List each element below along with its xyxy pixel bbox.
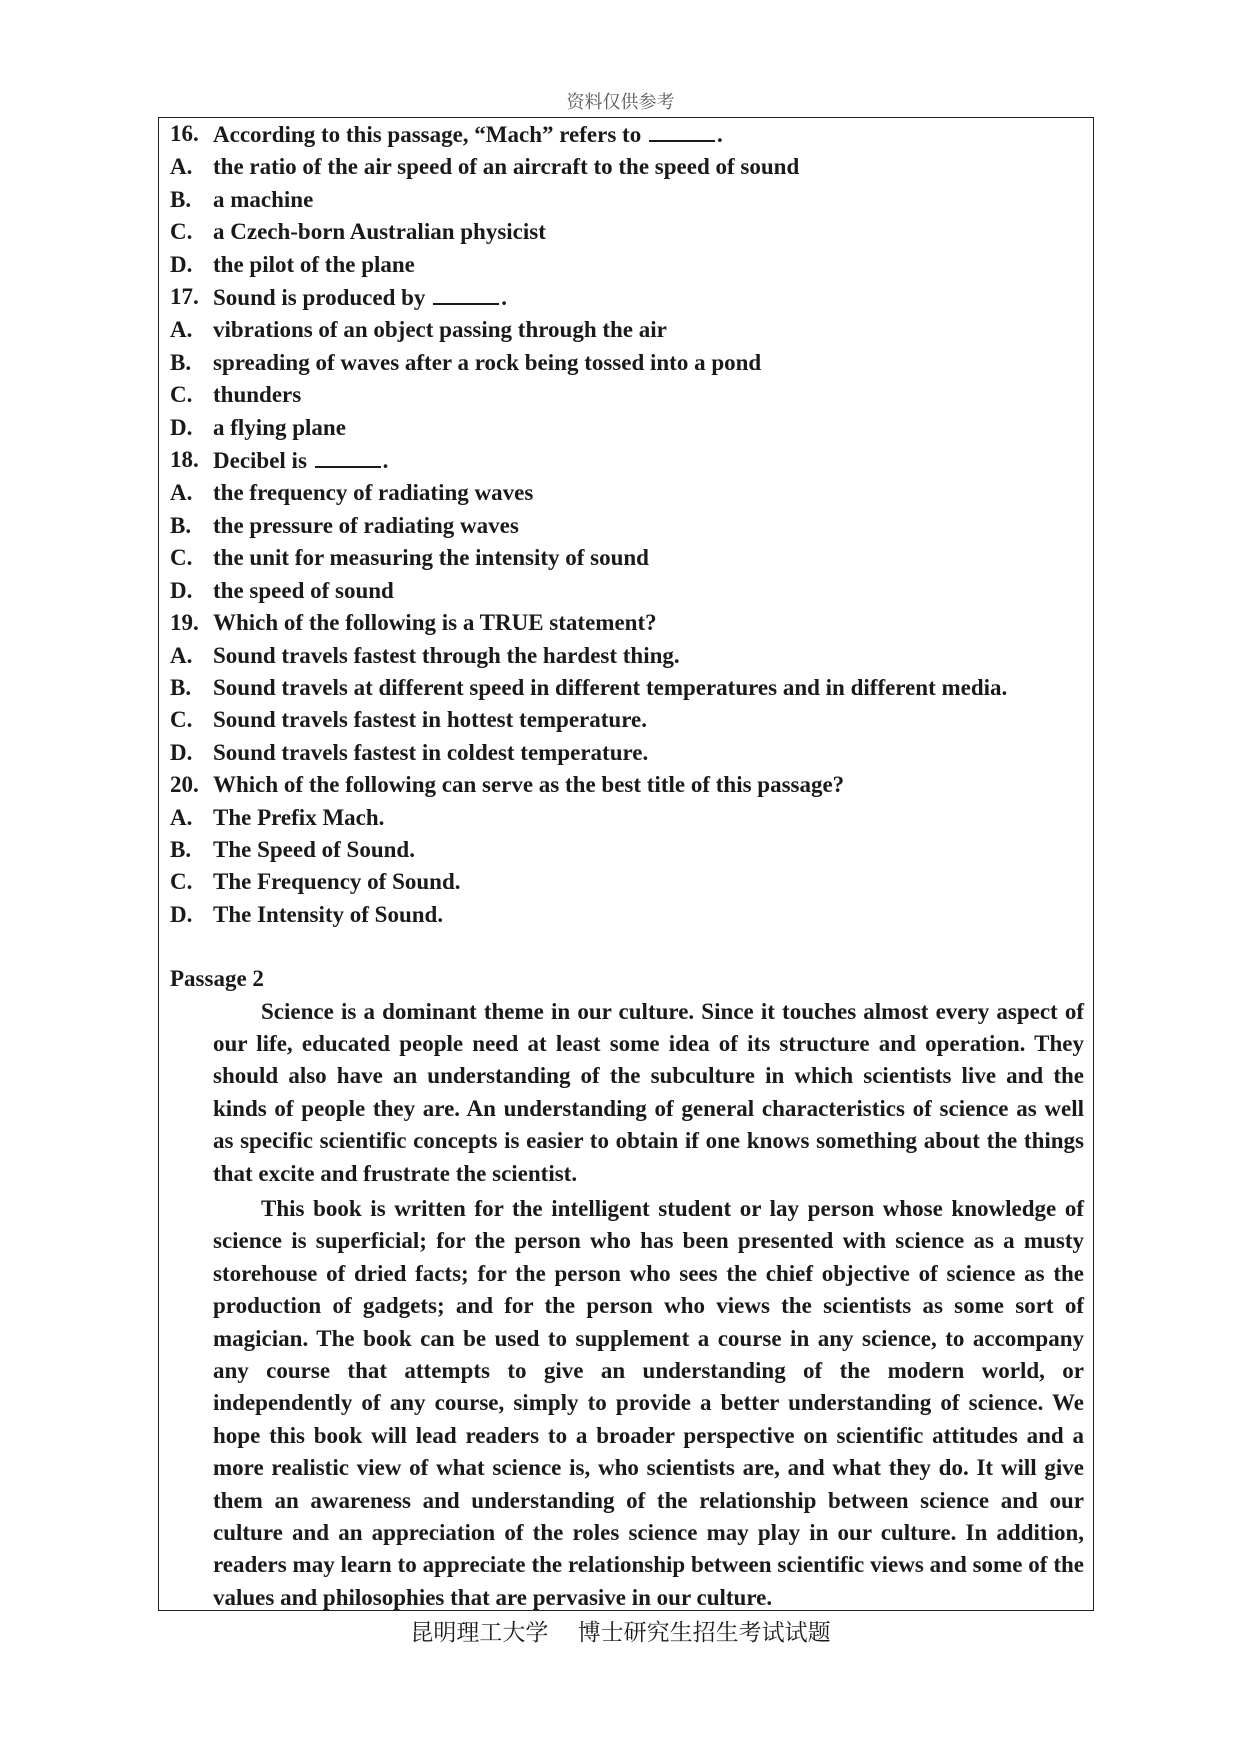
page-header: 资料仅供参考: [566, 92, 675, 113]
option-text: the ratio of the air speed of an aircraft to the speed of sound: [213, 154, 800, 180]
option-letter: B.: [170, 836, 192, 862]
option-letter: D.: [170, 414, 193, 440]
option-text: the unit for measuring the intensity of sound: [213, 545, 649, 571]
answer-option: [170, 575, 1084, 607]
option-text: The Speed of Sound.: [213, 836, 415, 862]
answer-option: [170, 347, 1084, 379]
answer-option: [170, 834, 1084, 866]
question-text: [213, 769, 844, 801]
answer-blank: [433, 281, 499, 305]
option-text: a Czech-born Australian physicist: [213, 219, 546, 245]
option-letter: A.: [170, 154, 193, 180]
question-number: 18.: [170, 447, 199, 473]
answer-option: [170, 542, 1084, 574]
option-text: the pilot of the plane: [213, 251, 415, 277]
question-number: 20.: [170, 772, 199, 798]
answer-option: [170, 249, 1084, 281]
answer-option: [170, 379, 1084, 411]
question-text: [213, 607, 657, 639]
answer-option: [170, 412, 1084, 444]
answer-option: [170, 866, 1084, 898]
question-stem: [170, 444, 1084, 477]
option-text: vibrations of an object passing through the air: [213, 317, 667, 343]
option-letter: D.: [170, 251, 193, 277]
answer-option: [170, 477, 1084, 509]
option-letter: C.: [170, 869, 193, 895]
option-text: the pressure of radiating waves: [213, 512, 519, 538]
passage-paragraph: Science is a dominant theme in our culture. Since it touches almost every aspect of our life, educated people need at least some idea of its structure and operation. They should also have an understanding of the subculture in which scientists live and the kinds of people they are. An understanding of general characteristics of science as well as specific scientific concepts is easier to obtain if one knows something about the things that excite and frustrate the scientist.: [213, 998, 1084, 1186]
question-text-after-blank: .: [716, 122, 723, 147]
question-text-before-blank: Which of the following is a TRUE statement?: [213, 610, 657, 636]
question-number: 16.: [170, 121, 199, 146]
option-text: spreading of waves after a rock being tossed into a pond: [213, 349, 762, 375]
question-text: [213, 118, 723, 151]
page-footer: 昆明理工大学 博士研究生招生考试试题: [410, 1620, 831, 1646]
option-text: a machine: [213, 186, 314, 212]
passage-title: Passage 2: [170, 966, 264, 992]
option-text: the frequency of radiating waves: [213, 480, 534, 506]
option-text: The Prefix Mach.: [213, 804, 385, 830]
option-text: a flying plane: [213, 414, 346, 440]
option-text: Sound travels fastest in coldest temperature.: [213, 739, 649, 765]
option-text: Sound travels fastest through the hardest thing.: [213, 642, 680, 668]
question-stem: [170, 118, 1084, 151]
question-text-after-blank: .: [501, 285, 507, 311]
answer-option: [170, 184, 1084, 216]
answer-option: [170, 802, 1084, 834]
option-text: The Intensity of Sound.: [213, 901, 444, 927]
option-letter: C.: [170, 219, 193, 245]
option-text: the speed of sound: [213, 577, 394, 603]
option-letter: D.: [170, 739, 193, 765]
question-stem: [170, 607, 1084, 639]
question-number: 19.: [170, 610, 199, 636]
passage-body: [170, 996, 1084, 1615]
answer-blank: [315, 444, 381, 468]
option-letter: C.: [170, 545, 193, 571]
answer-option: [170, 510, 1084, 542]
option-letter: B.: [170, 512, 192, 538]
question-stem: [170, 281, 1084, 314]
question-text-before-blank: According to this passage, “Mach” refers to: [213, 122, 647, 147]
question-list: [170, 118, 1084, 931]
answer-option: [170, 899, 1084, 931]
option-text: Sound travels at different speed in different temperatures and in different media.: [213, 674, 1008, 700]
option-text: The Frequency of Sound.: [213, 869, 461, 895]
question-text-after-blank: .: [382, 448, 389, 474]
option-letter: A.: [170, 642, 193, 668]
option-letter: C.: [170, 707, 193, 733]
answer-option: [170, 672, 1084, 704]
question-text-before-blank: Which of the following can serve as the best title of this passage?: [213, 772, 845, 798]
answer-option: [170, 151, 1084, 183]
option-letter: D.: [170, 577, 193, 603]
option-letter: C.: [170, 382, 193, 408]
option-text: Sound travels fastest in hottest temperature.: [213, 707, 647, 733]
question-text-before-blank: Sound is produced by: [213, 285, 432, 311]
option-letter: A.: [170, 480, 193, 506]
answer-option: [170, 640, 1084, 672]
passage-paragraph: This book is written for the intelligent student or lay person whose knowledge of science is superficial; for the person who has been presented with science as a musty storehouse of dried facts; for the person who sees the chief objective of science as the production of gadgets; and for the person who views the scientists as some sort of magician. The book can be used to supplement a course in any science, to accompany any course that attempts to give an understanding of the modern world, or independently of any course, simply to provide a better understanding of science. We hope this book will lead readers to a broader perspective on scientific attitudes and a more realistic view of what science is, who scientists are, and what they do. It will give them an awareness and understanding of the relationship between science and our culture and an appreciation of the roles science may play in our culture. In addition, readers may learn to appreciate the relationship between scientific views and some of the values and philosophies that are pervasive in our culture.: [213, 1196, 1084, 1610]
question-text: [213, 444, 388, 477]
answer-option: [170, 737, 1084, 769]
question-number: 17.: [170, 284, 199, 310]
answer-option: [170, 704, 1084, 736]
question-text: [213, 281, 507, 314]
answer-option: [170, 314, 1084, 346]
section-gap: [170, 931, 1084, 963]
exam-content: [170, 118, 1084, 1614]
question-stem: [170, 769, 1084, 801]
option-letter: B.: [170, 674, 192, 700]
question-text-before-blank: Decibel is: [213, 448, 313, 474]
option-letter: D.: [170, 901, 193, 927]
option-letter: B.: [170, 186, 192, 212]
answer-option: [170, 216, 1084, 248]
answer-blank: [649, 118, 715, 142]
option-letter: A.: [170, 317, 193, 343]
option-text: thunders: [213, 382, 302, 408]
option-letter: A.: [170, 804, 193, 830]
option-letter: B.: [170, 349, 192, 375]
